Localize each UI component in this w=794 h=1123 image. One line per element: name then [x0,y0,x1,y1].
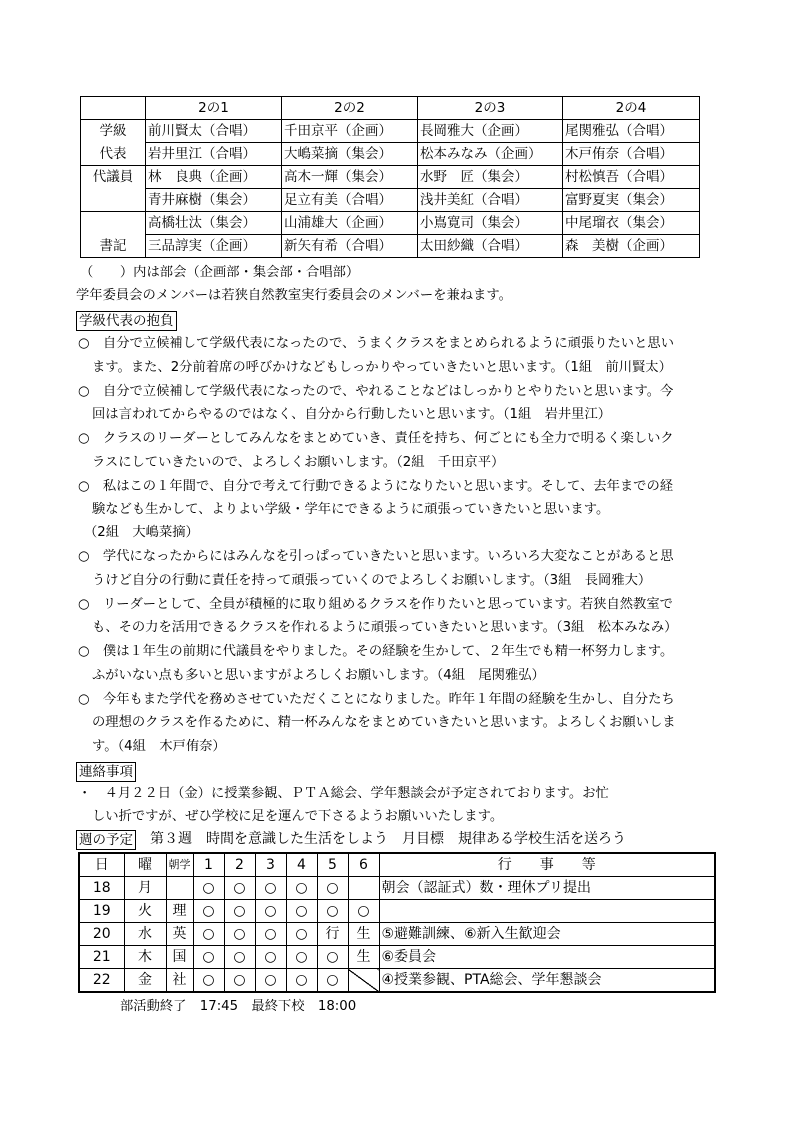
cell-date: 21 [79,946,124,969]
member-cell: 村松慎吾（合唱） [563,166,700,189]
member-cell: 松本みなみ（企画） [418,143,563,166]
aspiration-line: も、その力を活用できるクラスを作れるように頑張っていきたいと思います。（3組 松本みなみ） [92,620,678,635]
cell-period: ○ [255,877,286,900]
cell-period: ○ [286,969,317,993]
role-label: 学級 [81,120,146,143]
member-cell: 尾関雅弘（合唱） [563,120,700,143]
member-cell: 林 良典（企画） [146,166,282,189]
schedule-table [78,852,716,993]
schedule-footer: 部活動終了 17:45 最終下校 18:00 [120,999,357,1014]
role-label [81,189,146,212]
aspiration-line: 回は言われてからやるのではなく、自分から行動したいと思います。（1組 岩井里江） [92,407,612,422]
table-row [81,120,700,143]
header-period-6: 6 [348,853,379,877]
member-cell: 富野夏実（集会） [563,189,700,212]
cell-events: ④授業参観、PTA総会、学年懇談会 [379,969,715,993]
aspiration-line: ○ リーダーとして、全員が積極的に取り組めるクラスを作りたいと思っています。若狭自然教室で [78,597,673,612]
cell-period: ○ [193,877,224,900]
header-day: 日 [79,853,124,877]
committee-note: （ ）内は部会（企画部・集会部・合唱部） [80,265,360,280]
notice-line: しい折ですが、ぜひ学校に足を運んで下さるようお願いいたします。 [92,809,504,824]
notices-heading: 連絡事項 [76,762,136,782]
header-blank [81,97,146,120]
cell-period: ○ [317,900,348,923]
member-cell: 足立有美（合唱） [282,189,418,212]
cell-period: ○ [224,946,255,969]
cell-period: ○ [286,877,317,900]
cell-weekday: 月 [124,877,166,900]
member-cell: 浅井美紅（合唱） [418,189,563,212]
cell-period: ○ [255,969,286,993]
member-cell: 大嶋菜摘（集会） [282,143,418,166]
cell-weekday: 水 [124,923,166,946]
aspiration-line: 験なども生かして、よりよい学級・学年にできるように頑張っていきたいと思います。 [92,502,610,517]
table-row [81,189,700,212]
member-cell: 山浦雄大（企画） [282,212,418,235]
aspiration-line: ○ 自分で立候補して学級代表になったので、やれることなどはしっかりとやりたいと思います。今 [78,384,674,399]
aspiration-line: ます。また、2分前着席の呼びかけなどもしっかりやっていきたいと思います。（1組 前川賢太） [92,360,672,375]
header-period-3: 3 [255,853,286,877]
table-row [81,166,700,189]
header-events: 行 事 等 [379,853,715,877]
cell-period: ○ [224,969,255,993]
member-cell: 高橋壮汰（集会） [146,212,282,235]
cell-period: ○ [255,946,286,969]
aspiration-line: ○ 僕は１年生の前期に代議員をやりました。その経験を生かして、２年生でも精一杯努力します。 [78,644,674,659]
cell-period: ○ [224,923,255,946]
cell-period [348,877,379,900]
cell-period: ○ [286,946,317,969]
cell-events: 朝会（認証式）数・理休プリ提出 [379,877,715,900]
cell-period-none [348,969,379,993]
cell-period: ○ [224,900,255,923]
header-period-5: 5 [317,853,348,877]
aspiration-line: す。（4組 木戸侑奈） [92,739,226,754]
member-cell: 中尾瑠衣（集会） [563,212,700,235]
cell-weekday: 木 [124,946,166,969]
member-cell: 森 美樹（企画） [563,235,700,258]
cell-morning-study: 社 [166,969,193,993]
member-cell: 新矢有希（合唱） [282,235,418,258]
committee-table [80,96,700,258]
aspiration-line: ○ 学代になったからにはみんなを引っぱっていきたいと思います。いろいろ大変なことがあると思 [78,549,674,564]
header-class-3: 2の3 [418,97,563,120]
cell-date: 19 [79,900,124,923]
notice-line: ・ ４月２２日（金）に授業参観、ＰＴＡ総会、学年懇談会が予定されております。お忙 [78,786,609,801]
cell-weekday: 火 [124,900,166,923]
cell-date: 20 [79,923,124,946]
member-cell: 青井麻樹（集会） [146,189,282,212]
member-cell: 前川賢太（合唱） [146,120,282,143]
aspiration-line: ○ クラスのリーダーとしてみんなをまとめていき、責任を持ち、何ごとにも全力で明るく楽しいク [78,431,674,446]
cell-period: ○ [193,969,224,993]
cell-period: ○ [255,923,286,946]
aspiration-line: ○ 自分で立候補して学級代表になったので、うまくクラスをまとめられるように頑張りたいと思い [78,336,674,351]
cell-morning-study: 国 [166,946,193,969]
cell-period: 生 [348,946,379,969]
cell-period: ○ [224,877,255,900]
cell-period: 行 [317,923,348,946]
member-cell: 小嶌寛司（集会） [418,212,563,235]
aspiration-line: ラスにしていきたいので、よろしくお願いします。（2組 千田京平） [92,455,505,470]
cell-events [379,900,715,923]
member-cell: 水野 匠（集会） [418,166,563,189]
table-row [81,143,700,166]
header-period-2: 2 [224,853,255,877]
cell-period: ○ [286,923,317,946]
header-class-1: 2の1 [146,97,282,120]
cell-weekday: 金 [124,969,166,993]
aspiration-line: うけど自分の行動に責任を持って頑張っていくのでよろしくお願いします。（3組 長岡雅大） [92,573,652,588]
member-cell: 千田京平（企画） [282,120,418,143]
aspiration-line: の理想のクラスを作るために、精一杯みんなをまとめていきたいと思います。よろしくお願いしま [92,715,676,730]
cell-period: ○ [317,946,348,969]
cell-date: 22 [79,969,124,993]
header-class-2: 2の2 [282,97,418,120]
header-class-4: 2の4 [563,97,700,120]
aspirations-heading: 学級代表の抱負 [76,311,177,331]
table-row [79,969,715,993]
table-row [79,946,715,969]
aspiration-line: ふがいない点も多いと思いますがよろしくお願いします。（4組 尾関雅弘） [92,668,545,683]
cell-morning-study: 英 [166,923,193,946]
member-cell: 高木一輝（集会） [282,166,418,189]
header-period-1: 1 [193,853,224,877]
role-label: 代表 [81,143,146,166]
committee-header-row [81,97,700,120]
aspiration-line: （2組 大嶋菜摘） [84,525,199,540]
cell-date: 18 [79,877,124,900]
cell-period: ○ [317,877,348,900]
header-weekday: 曜 [124,853,166,877]
table-row [79,923,715,946]
member-cell: 岩井里江（合唱） [146,143,282,166]
member-cell: 太田紗織（合唱） [418,235,563,258]
cell-period: ○ [255,900,286,923]
cell-morning-study [166,877,193,900]
role-label: 書記 [81,235,146,258]
member-cell: 長岡雅大（企画） [418,120,563,143]
committee-note-2: 学年委員会のメンバーは若狭自然教室実行委員会のメンバーを兼ねます。 [76,288,512,303]
aspiration-line: ○ 私はこの１年間で、自分で考えて行動できるようになりたいと思います。そして、去年までの経 [78,479,674,494]
role-label: 代議員 [81,166,146,189]
table-row [79,900,715,923]
cell-period: ○ [193,946,224,969]
table-row [81,235,700,258]
cell-period: ○ [286,900,317,923]
cell-events: ⑤避難訓練、⑥新入生歓迎会 [379,923,715,946]
table-row [79,877,715,900]
member-cell: 木戸侑奈（合唱） [563,143,700,166]
aspiration-line: ○ 今年もまた学代を務めさせていただくことになりました。昨年１年間の経験を生かし、自分たち [78,692,675,707]
cell-period: ○ [317,969,348,993]
cell-period: 生 [348,923,379,946]
cell-events: ⑥委員会 [379,946,715,969]
header-morning-study: 朝学 [166,853,193,877]
schedule-heading: 週の予定 [76,830,136,850]
cell-period: ○ [193,900,224,923]
cell-morning-study: 理 [166,900,193,923]
role-label [81,212,146,235]
schedule-header-row [79,853,715,877]
table-row [81,212,700,235]
member-cell: 三品諄実（企画） [146,235,282,258]
cell-period: ○ [348,900,379,923]
schedule-subtitle: 第３週 時間を意識した生活をしよう 月目標 規律ある学校生活を送ろう [150,831,626,847]
cell-period: ○ [193,923,224,946]
header-period-4: 4 [286,853,317,877]
